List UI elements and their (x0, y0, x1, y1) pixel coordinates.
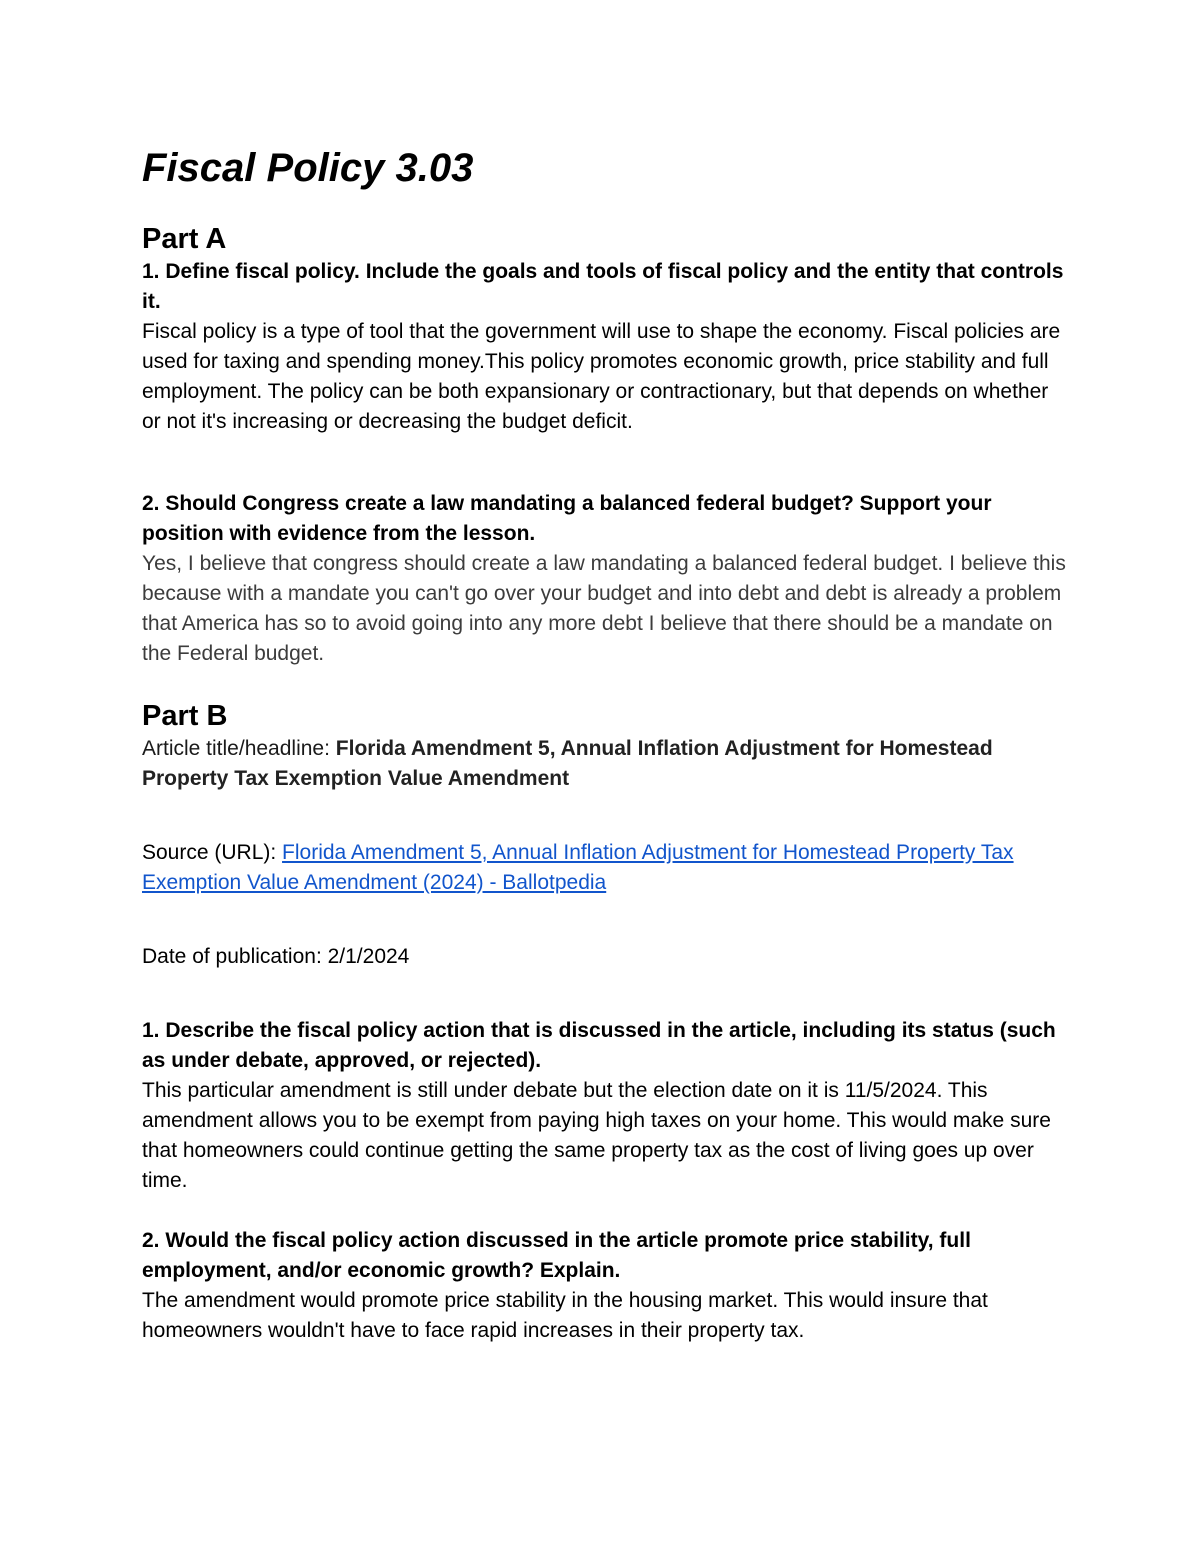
spacer (142, 972, 1067, 1016)
article-source (142, 838, 1067, 898)
spacer (142, 898, 1067, 942)
part-b-answer-1: This particular amendment is still under debate but the election date on it is 11/5/2024. This amendment allows you to be exempt from paying high taxes on your home. This would make sure that homeowners could continue getting the same property tax as the cost of living goes up over time. (142, 1078, 1051, 1192)
publication-date: Date of publication: 2/1/2024 (142, 944, 410, 968)
part-a-question-2: 2. Should Congress create a law mandating a balanced federal budget? Support your position with evidence from the lesson. (142, 491, 992, 545)
part-a-question-1: 1. Define fiscal policy. Include the goals and tools of fiscal policy and the entity that controls it. (142, 259, 1064, 313)
part-a-answer-2: Yes, I believe that congress should create a law mandating a balanced federal budget. I believe this because with a mandate you can't go over your budget and into debt and debt is already a problem that America has so to avoid going into any more debt I believe that there should be a mandate on the Federal budget. (142, 551, 1066, 665)
part-a-section (142, 222, 1067, 669)
spacer (142, 437, 1067, 489)
document-page (142, 128, 1067, 1346)
source-label: Source (URL): (142, 840, 283, 864)
part-b-answer-2: The amendment would promote price stability in the housing market. This would insure that homeowners wouldn't have to face rapid increases in their property tax. (142, 1288, 988, 1342)
part-a-heading: Part A (142, 223, 227, 255)
headline-value: Florida Amendment 5, Annual Inflation Adjustment for Homestead Property Tax Exemption Value Amendment (142, 736, 993, 790)
spacer (142, 794, 1067, 838)
spacer (142, 1196, 1067, 1226)
part-b-question-2: 2. Would the fiscal policy action discussed in the article promote price stability, full employment, and/or economic growth? Explain. (142, 1228, 971, 1282)
article-headline (142, 734, 1067, 794)
part-b-heading: Part B (142, 699, 228, 732)
headline-label: Article title/headline: (142, 736, 336, 760)
document-title: Fiscal Policy 3.03 (142, 146, 474, 190)
source-link[interactable]: Florida Amendment 5, Annual Inflation Adjustment for Homestead Property Tax Exemption Value Amendment (2024) - Ballotpedia (142, 840, 1014, 894)
part-b-section (142, 699, 1067, 1346)
part-a-answer-1: Fiscal policy is a type of tool that the government will use to shape the economy. Fiscal policies are used for taxing and spending money.This policy promotes economic growth, price stability and full employment. The policy can be both expansionary or contractionary, but that depends on whether or not it's increasing or decreasing the budget deficit. (142, 319, 1061, 433)
part-b-question-1: 1. Describe the fiscal policy action that is discussed in the article, including its status (such as under debate, approved, or rejected). (142, 1018, 1056, 1072)
